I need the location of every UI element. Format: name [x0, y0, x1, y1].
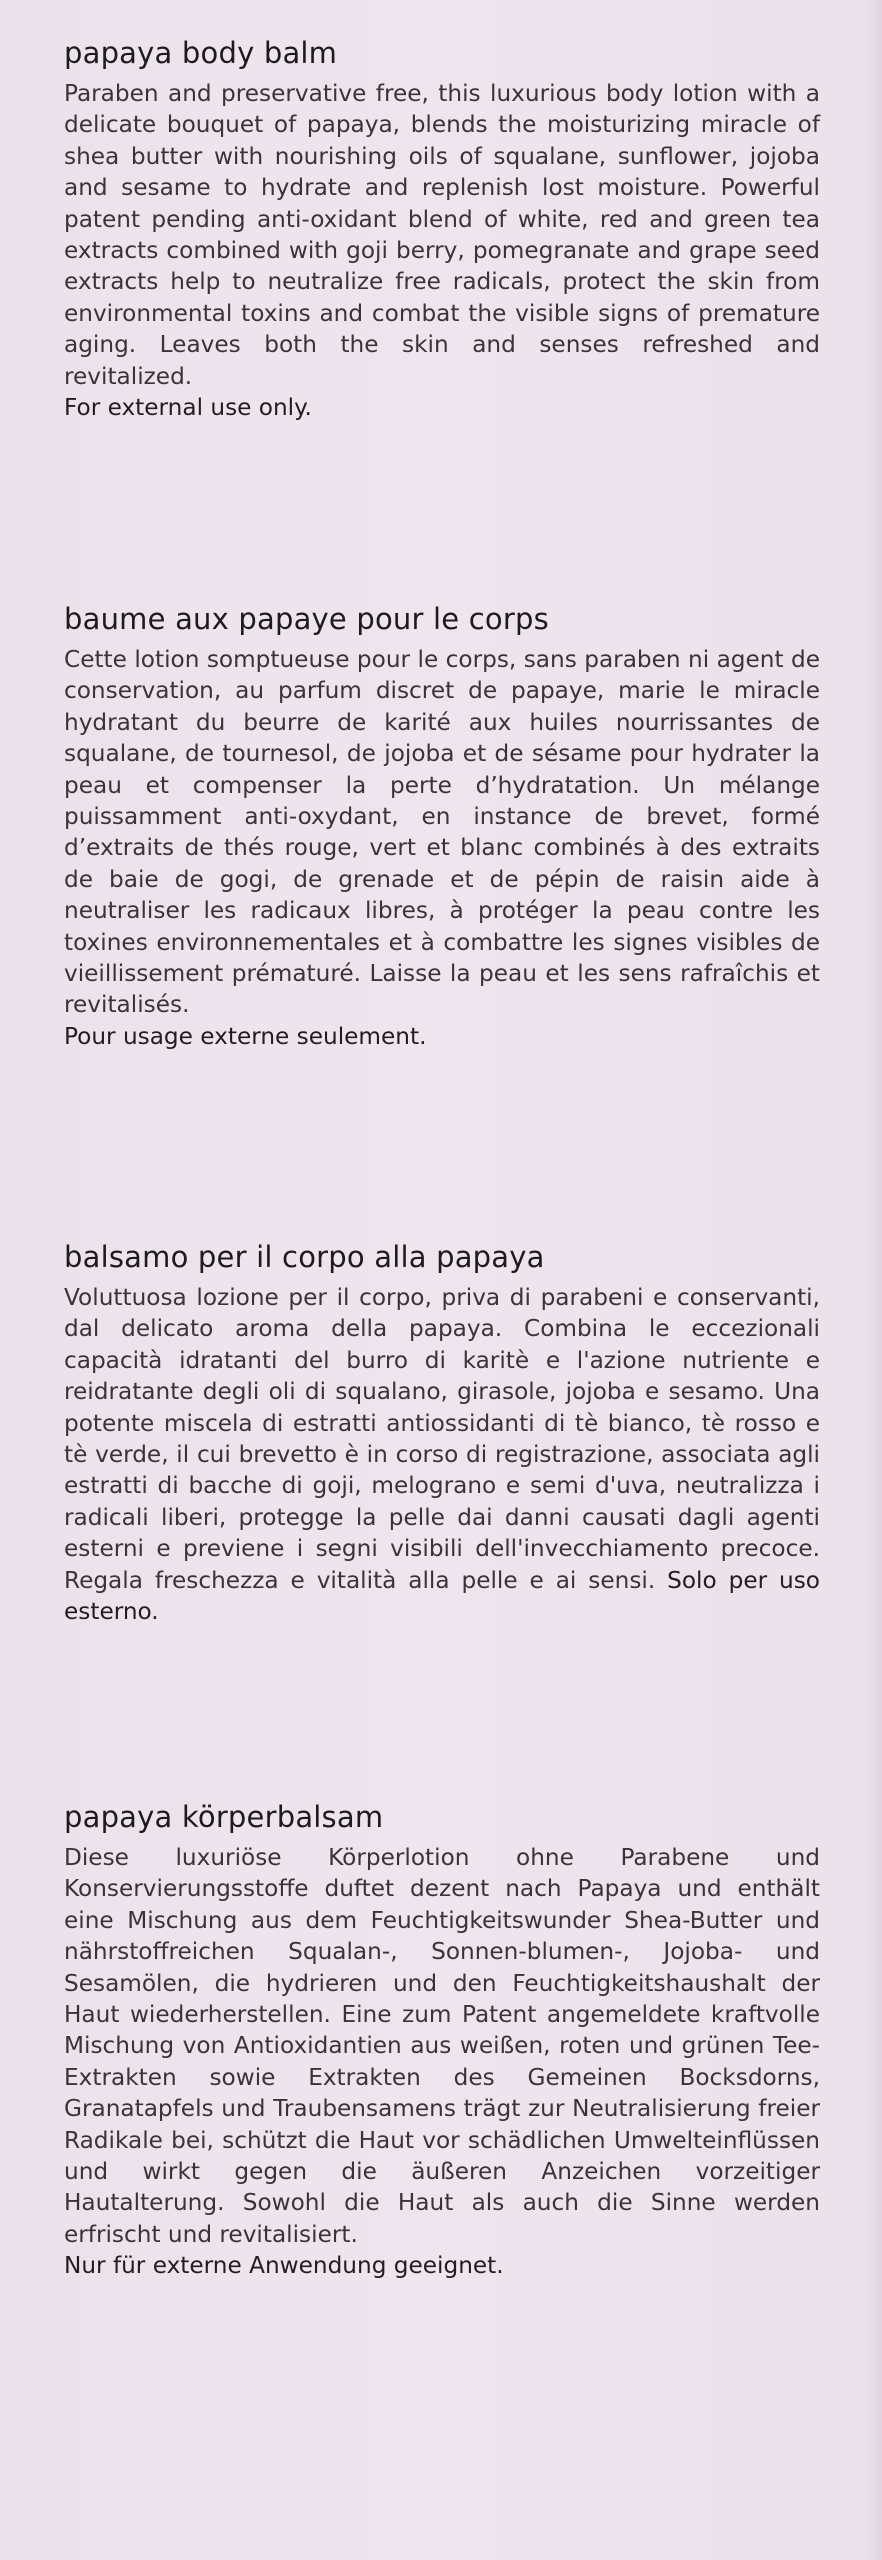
usage-note-french: Pour usage externe seulement. — [64, 1022, 427, 1050]
section-body-english: Paraben and preservative free, this luxurious body lotion with a delicate bouquet of papaya, blends the moisturizing miracle of shea butter with nourishing oils of squalane, sunflower, jojoba and sesame to hydrate and replenish lost moisture. Powerful patent pending anti-oxidant blend of white, red and green tea extracts combined with goji berry, pomegranate and grape seed extracts help to neutralize free radicals, protect the skin from environmental toxins and combat the visible signs of premature aging. Leaves both the skin and senses refreshed and revitalized. — [64, 80, 820, 390]
section-italian — [64, 1238, 820, 1627]
usage-note-italian: Solo per uso esterno. — [64, 1566, 820, 1626]
section-heading-french: baume aux papaye pour le corps — [64, 602, 549, 636]
section-heading-english: papaya body balm — [64, 36, 338, 70]
section-body-german: Diese luxuriöse Körperlotion ohne Parabene und Konservierungsstoffe duftet dezent nach Papaya und enthält eine Mischung aus dem Feuchtigkeitswunder Shea-Butter und nährstoffreichen Squalan-, Sonnen-blumen-, Jojoba- und Sesamölen, die hydrieren und den Feuchtigkeitshaushalt der Haut wiederherstellen. Eine zum Patent angemeldete kraftvolle Mischung von Antioxidantien aus weißen, roten und grünen Tee- Extrakten sowie Extrakten des Gemeinen Bocksdorns, Granatapfels und Traubensamens trägt zur Neutralisierung freier Radikale bei, schützt die Haut vor schädlichen Umwelteinflüssen und wirkt gegen die äußeren Anzeichen vorzeitiger Hautalterung. Sowohl die Haut als auch die Sinne werden erfrischt und revitalisiert. — [64, 1844, 820, 2248]
edge-shadow — [868, 0, 882, 2560]
section-english — [64, 34, 820, 423]
section-french — [64, 600, 820, 1052]
section-body-italian-text: Voluttuosa lozione per il corpo, priva di parabeni e conservanti, dal delicato aroma della papaya. Combina le eccezionali capacità idratanti del burro di karitè e l'azione nutriente e reidratante degli oli di squalano, girasole, jojoba e sesamo. Una potente miscela di estratti antiossidanti di tè bianco, tè rosso e tè verde, il cui brevetto è in corso di registrazione, associata agli estratti di bacche di goji, melograno e semi d'uva, neutralizza i radicali liberi, protegge la pelle dai danni causati dagli agenti esterni e previene i segni visibili dell'invecchiamento precoce. Regala freschezza e vitalità alla pelle e ai sensi. — [64, 1284, 820, 1594]
section-german — [64, 1798, 820, 2282]
section-body-italian — [64, 1282, 820, 1627]
section-body-french: Cette lotion somptueuse pour le corps, sans paraben ni agent de conservation, au parfum discret de papaye, marie le miracle hydratant du beurre de karité aux huiles nourrissantes de squalane, de tournesol, de jojoba et de sésame pour hydrater la peau et compenser la perte d’hydratation. Un mélange puissamment anti-oxydant, en instance de brevet, formé d’extraits de thés rouge, vert et blanc combinés à des extraits de baie de gogi, de grenade et de pépin de raisin aide à neutraliser les radicaux libres, à protéger la peau contre les toxines environnementales et à combattre les signes visibles de vieillissement prématuré. Laisse la peau et les sens rafraîchis et revitalisés. — [64, 646, 820, 1019]
section-heading-italian: balsamo per il corpo alla papaya — [64, 1240, 545, 1274]
usage-note-english: For external use only. — [64, 394, 312, 422]
section-heading-german: papaya körperbalsam — [64, 1800, 384, 1834]
usage-note-german: Nur für externe Anwendung geeignet. — [64, 2252, 504, 2280]
